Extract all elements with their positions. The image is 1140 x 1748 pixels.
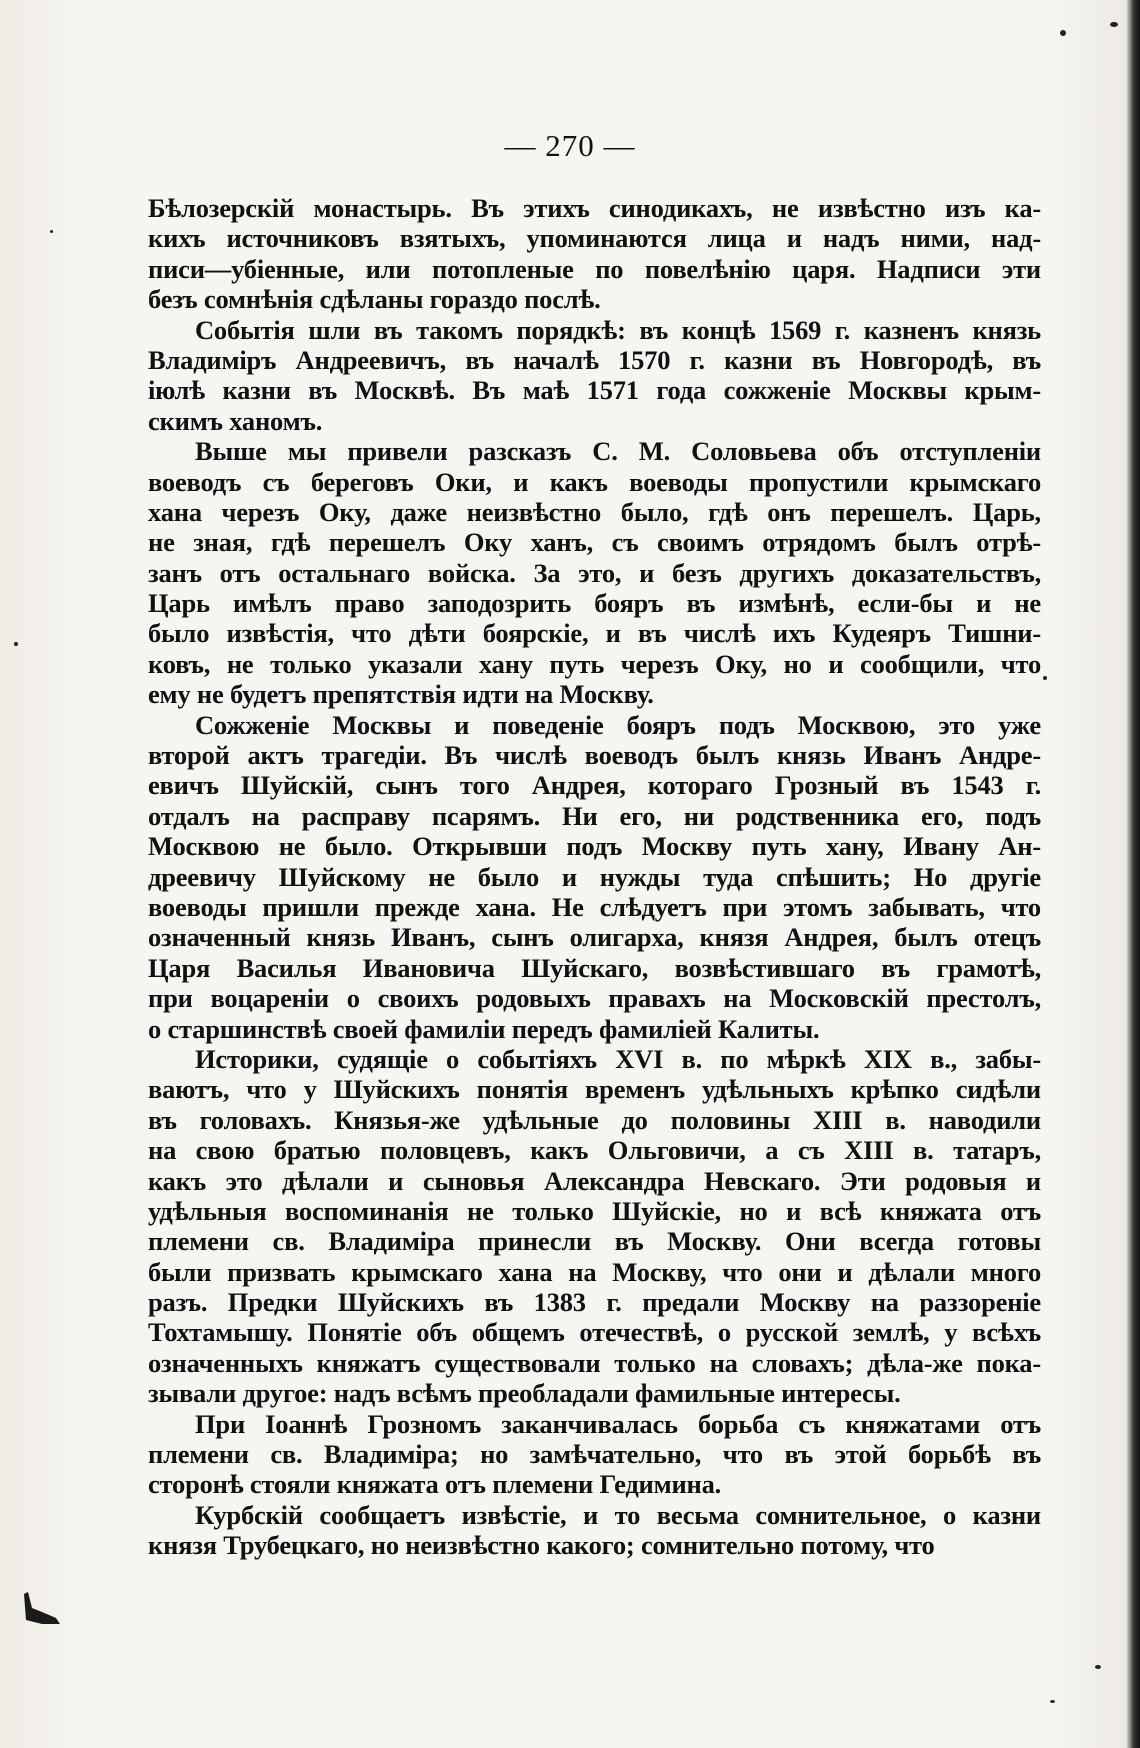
text-line: Царь имѣлъ право заподозрить бояръ въ измѣнѣ, если-бы и не xyxy=(148,588,1041,619)
text-line: удѣльныя воспоминанія не только Шуйскіе, но и всѣ княжата отъ xyxy=(148,1195,1041,1226)
text-line: безъ сомнѣнія сдѣланы гораздо послѣ. xyxy=(148,284,601,315)
text-line: ковъ, не только указали хану путь черезъ Оку, но и сообщили, что xyxy=(148,648,1041,679)
text-line: іюлѣ казни въ Москвѣ. Въ маѣ 1571 года сожженіе Москвы крым- xyxy=(148,375,1041,406)
text-line: въ головахъ. Князья-же удѣльные до половины XIII в. наводили xyxy=(148,1104,1041,1135)
text-line: евичъ Шуйскій, сынъ того Андрея, котораго Грозный въ 1543 г. xyxy=(148,770,1041,801)
scan-speck xyxy=(1050,1700,1055,1703)
text-line: Москвою не было. Открывши подъ Москву путь хану, Ивану Ан- xyxy=(148,831,1041,862)
text-line: Сожженіе Москвы и поведеніе бояръ подъ Москвою, это уже xyxy=(195,709,1041,740)
text-line: Курбскій сообщаетъ извѣстіе, и то весьма сомнительное, о казни xyxy=(195,1499,1041,1530)
page-number: — 270 — xyxy=(504,128,636,163)
text-line: кихъ источниковъ взятыхъ, упоминаются лица и надъ ними, над- xyxy=(148,223,1041,254)
text-line: Событія шли въ такомъ порядкѣ: въ концѣ 1569 г. казненъ князь xyxy=(195,314,1041,345)
text-line: воеводы пришли прежде хана. Не слѣдуетъ при этомъ забывать, что xyxy=(148,891,1041,922)
scan-speck xyxy=(14,642,18,646)
text-line: При Іоаннѣ Грозномъ заканчивалась борьба съ княжатами отъ xyxy=(195,1408,1041,1439)
text-line: хана черезъ Оку, даже неизвѣстно было, гдѣ онъ перешелъ. Царь, xyxy=(148,496,1041,527)
scan-speck xyxy=(1110,22,1118,27)
text-line: Владиміръ Андреевичъ, въ началѣ 1570 г. казни въ Новгородѣ, въ xyxy=(148,344,1041,375)
text-line: означенный князь Иванъ, сынъ олигарха, князя Андрея, былъ отецъ xyxy=(148,922,1041,953)
text-line: писи—убіенные, или потопленые по повелѣнію царя. Надписи эти xyxy=(148,253,1041,284)
text-line: Царя Василья Ивановича Шуйскаго, возвѣстившаго въ грамотѣ, xyxy=(148,952,1041,983)
text-line: о старшинствѣ своей фамиліи передъ фамиліей Калиты. xyxy=(148,1013,820,1044)
text-line: сторонѣ стояли княжата отъ племени Гедимина. xyxy=(148,1469,722,1500)
text-line: ему не будетъ препятствія идти на Москву. xyxy=(148,679,654,710)
text-line: не зная, гдѣ перешелъ Оку ханъ, съ своимъ отрядомъ былъ отрѣ- xyxy=(148,527,1041,558)
text-line: племени св. Владиміра; но замѣчательно, что въ этой борьбѣ въ xyxy=(148,1439,1041,1470)
page-edge-shadow xyxy=(1126,0,1140,1748)
text-line: воеводъ съ береговъ Оки, и какъ воеводы пропустили крымскаго xyxy=(148,466,1041,497)
text-line: на свою братью половцевъ, какъ Ольговичи, а съ XIII в. татаръ, xyxy=(148,1135,1041,1166)
text-line: было извѣстія, что дѣти боярскіе, и въ числѣ ихъ Кудеяръ Тишни- xyxy=(148,618,1041,649)
text-line: дреевичу Шуйскому не было и нужды туда спѣшить; Но другіе xyxy=(148,861,1041,892)
text-line: отдалъ на расправу псарямъ. Ни его, ни родственника его, подъ xyxy=(148,800,1041,831)
ink-smudge xyxy=(22,1590,62,1630)
text-line: Бѣлозерскій монастырь. Въ этихъ синодикахъ, не извѣстно изъ ка- xyxy=(148,193,1041,223)
text-line: второй актъ трагедіи. Въ числѣ воеводъ былъ князь Иванъ Андре- xyxy=(148,740,1041,771)
text-line: означенныхъ княжатъ существовали только на словахъ; дѣла-же пока- xyxy=(148,1347,1041,1378)
scan-speck xyxy=(1060,30,1066,36)
text-line: какъ это дѣлали и сыновья Александра Невскаго. Эти родовыя и xyxy=(148,1165,1041,1196)
text-line: скимъ ханомъ. xyxy=(148,405,323,436)
text-line: разъ. Предки Шуйскихъ въ 1383 г. предали Москву на раззореніе xyxy=(148,1287,1041,1318)
text-line: Тохтамышу. Понятіе объ общемъ отечествѣ, о русской землѣ, у всѣхъ xyxy=(148,1317,1041,1348)
text-line: князя Трубецкаго, но неизвѣстно какого; сомнительно потому, что xyxy=(148,1530,935,1561)
text-line: были призвать крымскаго хана на Москву, что они и дѣлали много xyxy=(148,1256,1041,1287)
scan-speck xyxy=(50,230,53,233)
scan-speck xyxy=(1043,676,1047,680)
text-line: при воцареніи о своихъ родовыхъ правахъ на Московскій престолъ, xyxy=(148,983,1041,1014)
scan-speck xyxy=(1095,1665,1101,1669)
text-line: племени св. Владиміра принесли въ Москву. Они всегда готовы xyxy=(148,1226,1041,1257)
text-line: Историки, судящіе о событіяхъ XVI в. по мѣркѣ XIX в., забы- xyxy=(195,1043,1041,1074)
body-text xyxy=(148,193,1041,1561)
text-line: Выше мы привели разсказъ С. М. Соловьева объ отступленіи xyxy=(195,436,1041,467)
text-line: зывали другое: надъ всѣмъ преобладали фамильные интересы. xyxy=(148,1378,901,1409)
text-line: занъ отъ остальнаго войска. За это, и безъ другихъ доказательствъ, xyxy=(148,557,1041,588)
text-line: ваютъ, что у Шуйскихъ понятія временъ удѣльныхъ крѣпко сидѣли xyxy=(148,1074,1041,1105)
